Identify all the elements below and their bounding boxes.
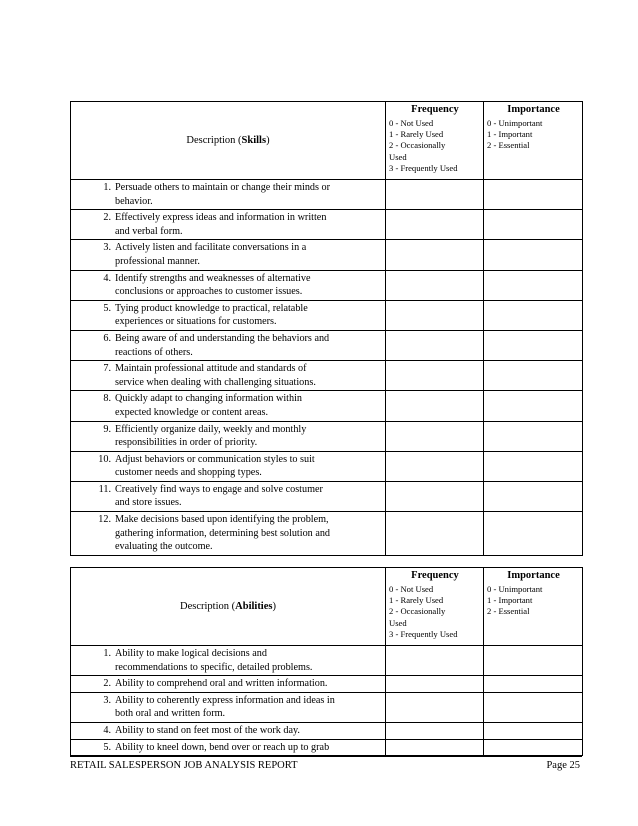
frequency-title: Frequency xyxy=(411,104,459,115)
item-text-line: and verbal form. xyxy=(115,225,183,237)
item-wrap xyxy=(71,647,381,674)
item-number: 1. xyxy=(103,182,111,193)
item-wrap xyxy=(71,211,381,238)
importance-rating-cell[interactable] xyxy=(484,739,583,756)
table-row xyxy=(71,240,583,270)
frequency-title: Frequency xyxy=(411,570,459,581)
item-wrap xyxy=(71,677,381,691)
item-number: 4. xyxy=(103,724,111,736)
item-wrap xyxy=(71,423,381,450)
importance-rating-cell[interactable] xyxy=(484,330,583,360)
importance-rating-cell[interactable] xyxy=(484,676,583,693)
table-row xyxy=(71,180,583,210)
frequency-rating-cell[interactable] xyxy=(386,361,484,391)
item-text-line: professional manner. xyxy=(115,255,200,267)
table-row xyxy=(71,722,583,739)
table-row xyxy=(71,646,583,676)
item-number: 11. xyxy=(98,483,111,495)
frequency-scale-line: 3 - Frequently Used xyxy=(389,628,458,639)
item-text xyxy=(115,694,381,721)
item-number: 4. xyxy=(103,272,111,284)
table-row xyxy=(71,300,583,330)
item-description-cell xyxy=(71,421,386,451)
frequency-scale-line: 2 - Occasionally xyxy=(389,606,446,617)
skills-table xyxy=(70,101,583,556)
importance-title: Importance xyxy=(507,570,560,581)
item-number: 2. xyxy=(103,678,111,690)
abilities-description-header: Description (Abilities) xyxy=(71,568,386,646)
item-text-line: Ability to coherently express information and ideas in xyxy=(115,694,335,706)
item-text-line: Identify strengths and weaknesses of alternative xyxy=(115,272,311,284)
frequency-scale-line: Used xyxy=(389,617,407,628)
frequency-rating-cell[interactable] xyxy=(386,451,484,481)
frequency-rating-cell[interactable] xyxy=(386,300,484,330)
frequency-rating-cell[interactable] xyxy=(386,512,484,556)
item-number: 10. xyxy=(98,453,111,465)
item-description-cell xyxy=(71,361,386,391)
item-wrap xyxy=(71,453,381,480)
frequency-rating-cell[interactable] xyxy=(386,722,484,739)
item-number: 9. xyxy=(103,423,111,435)
item-wrap xyxy=(71,483,381,510)
importance-scale-line: 0 - Unimportant xyxy=(487,584,543,594)
item-description-cell xyxy=(71,270,386,300)
item-text-line: Efficiently organize daily, weekly and monthly xyxy=(115,423,307,435)
item-wrap xyxy=(71,513,381,554)
frequency-scale-line: 0 - Not Used xyxy=(389,584,434,594)
item-text-line: Ability to kneel down, bend over or reach up to grab xyxy=(115,741,330,753)
item-number: 6. xyxy=(103,332,111,344)
importance-scale-line: 2 - Essential xyxy=(487,140,530,151)
table-row xyxy=(71,692,583,722)
item-text-line: Make decisions based upon identifying the problem, xyxy=(115,514,329,526)
frequency-rating-cell[interactable] xyxy=(386,270,484,300)
item-text xyxy=(115,332,381,359)
item-description-cell xyxy=(71,180,386,210)
item-text-line: recommendations to specific, detailed problems. xyxy=(115,661,313,673)
importance-rating-cell[interactable] xyxy=(484,391,583,421)
frequency-rating-cell[interactable] xyxy=(386,210,484,240)
importance-rating-cell[interactable] xyxy=(484,451,583,481)
item-text xyxy=(115,483,381,510)
item-text xyxy=(115,677,381,691)
importance-scale-line: 2 - Essential xyxy=(487,606,530,617)
item-text-line: Quickly adapt to changing information within xyxy=(115,393,303,405)
importance-rating-cell[interactable] xyxy=(484,361,583,391)
item-text-line: and store issues. xyxy=(115,497,182,509)
item-text-line: gathering information, determining best solution and xyxy=(115,527,331,539)
importance-rating-cell[interactable] xyxy=(484,722,583,739)
item-text xyxy=(115,272,381,299)
item-text-line: reactions of others. xyxy=(115,346,193,358)
item-text xyxy=(115,181,381,208)
importance-rating-cell[interactable] xyxy=(484,512,583,556)
frequency-rating-cell[interactable] xyxy=(386,692,484,722)
item-number: 5. xyxy=(103,741,111,753)
item-text-line: both oral and written form. xyxy=(115,708,226,720)
item-text xyxy=(115,453,381,480)
item-description-cell xyxy=(71,451,386,481)
importance-rating-cell[interactable] xyxy=(484,210,583,240)
item-wrap xyxy=(71,724,381,738)
table-row xyxy=(71,739,583,756)
importance-rating-cell[interactable] xyxy=(484,180,583,210)
footer-report-title: RETAIL SALESPERSON JOB ANALYSIS REPORT xyxy=(70,760,298,771)
abilities-table xyxy=(70,567,583,756)
item-wrap xyxy=(71,302,381,329)
item-number: 3. xyxy=(103,694,111,706)
item-description-cell xyxy=(71,210,386,240)
item-text xyxy=(115,302,381,329)
item-text-line: conclusions or approaches to customer issues. xyxy=(115,286,303,298)
item-text-line: responsibilities in order of priority. xyxy=(115,437,258,449)
item-text-line: Maintain professional attitude and standards of xyxy=(115,363,307,375)
importance-scale-line: 0 - Unimportant xyxy=(487,118,543,128)
frequency-rating-cell[interactable] xyxy=(386,180,484,210)
item-text-line: customer needs and shopping types. xyxy=(115,467,262,479)
importance-rating-cell[interactable] xyxy=(484,240,583,270)
item-number: 7. xyxy=(103,363,111,375)
item-number: 2. xyxy=(103,212,111,224)
item-wrap xyxy=(71,694,381,721)
item-text-line: service when dealing with challenging situations. xyxy=(115,376,316,388)
frequency-rating-cell[interactable] xyxy=(386,421,484,451)
abilities-importance-header xyxy=(484,568,583,646)
abilities-header-row xyxy=(71,568,583,646)
item-description-cell xyxy=(71,722,386,739)
frequency-rating-cell[interactable] xyxy=(386,481,484,511)
skills-header-row xyxy=(71,102,583,180)
importance-rating-cell[interactable] xyxy=(484,300,583,330)
frequency-rating-cell[interactable] xyxy=(386,676,484,693)
frequency-scale-line: 1 - Rarely Used xyxy=(389,595,444,606)
skills-description-header: Description (Skills) xyxy=(71,102,386,180)
item-description-cell xyxy=(71,391,386,421)
frequency-rating-cell[interactable] xyxy=(386,646,484,676)
item-wrap xyxy=(71,362,381,389)
table-row xyxy=(71,361,583,391)
item-number: 5. xyxy=(103,302,111,314)
footer-page-number: Page 25 xyxy=(546,760,580,771)
item-wrap xyxy=(71,741,381,755)
table-row xyxy=(71,451,583,481)
importance-rating-cell[interactable] xyxy=(484,646,583,676)
importance-rating-cell[interactable] xyxy=(484,481,583,511)
frequency-rating-cell[interactable] xyxy=(386,391,484,421)
item-text-line: Creatively find ways to engage and solve costumer xyxy=(115,483,323,495)
item-description-cell xyxy=(71,481,386,511)
item-text-line: Tying product knowledge to practical, relatable xyxy=(115,302,308,314)
importance-scale-line: 1 - Important xyxy=(487,129,533,140)
table-row xyxy=(71,421,583,451)
frequency-scale-line: 3 - Frequently Used xyxy=(389,162,458,173)
item-text xyxy=(115,392,381,419)
item-text xyxy=(115,741,381,755)
skills-importance-header xyxy=(484,102,583,180)
table-row xyxy=(71,481,583,511)
item-text-line: Effectively express ideas and information in written xyxy=(115,212,327,224)
importance-rating-cell[interactable] xyxy=(484,692,583,722)
item-text-line: experiences or situations for customers. xyxy=(115,316,277,328)
abilities-label: Abilities xyxy=(235,601,273,612)
frequency-scale-line: 0 - Not Used xyxy=(389,118,434,128)
importance-rating-cell[interactable] xyxy=(484,270,583,300)
item-wrap xyxy=(71,241,381,268)
frequency-scale-line: Used xyxy=(389,151,407,162)
importance-title: Importance xyxy=(507,104,560,115)
footer-rule xyxy=(70,756,582,757)
item-text-line: Ability to make logical decisions and xyxy=(115,648,267,659)
item-text-line: evaluating the outcome. xyxy=(115,541,213,553)
item-wrap xyxy=(71,181,381,208)
item-number: 1. xyxy=(103,648,111,659)
item-text-line: Adjust behaviors or communication styles to suit xyxy=(115,453,315,465)
frequency-rating-cell[interactable] xyxy=(386,739,484,756)
importance-rating-cell[interactable] xyxy=(484,421,583,451)
item-text xyxy=(115,513,381,554)
item-number: 12. xyxy=(98,514,111,526)
item-number: 8. xyxy=(103,393,111,405)
item-description-cell xyxy=(71,692,386,722)
item-description-cell xyxy=(71,739,386,756)
item-description-cell xyxy=(71,646,386,676)
skills-label: Skills xyxy=(241,135,267,146)
item-text xyxy=(115,423,381,450)
item-wrap xyxy=(71,272,381,299)
item-text xyxy=(115,211,381,238)
table-row xyxy=(71,270,583,300)
skills-frequency-header xyxy=(386,102,484,180)
item-text xyxy=(115,241,381,268)
frequency-scale-line: 1 - Rarely Used xyxy=(389,129,444,140)
item-text-line: behavior. xyxy=(115,195,153,207)
item-text xyxy=(115,362,381,389)
table-row xyxy=(71,512,583,556)
item-text-line: expected knowledge or content areas. xyxy=(115,406,269,418)
item-wrap xyxy=(71,392,381,419)
abilities-frequency-header xyxy=(386,568,484,646)
frequency-rating-cell[interactable] xyxy=(386,240,484,270)
item-description-cell xyxy=(71,676,386,693)
item-text-line: Persuade others to maintain or change their minds or xyxy=(115,182,331,193)
table-row xyxy=(71,330,583,360)
item-text xyxy=(115,647,381,674)
item-wrap xyxy=(71,332,381,359)
item-description-cell xyxy=(71,300,386,330)
item-text-line: Actively listen and facilitate conversations in a xyxy=(115,242,307,254)
item-description-cell xyxy=(71,330,386,360)
item-description-cell xyxy=(71,512,386,556)
item-text xyxy=(115,724,381,738)
table-row xyxy=(71,391,583,421)
frequency-rating-cell[interactable] xyxy=(386,330,484,360)
table-row xyxy=(71,676,583,693)
item-text-line: Being aware of and understanding the behaviors and xyxy=(115,332,330,344)
item-text-line: Ability to stand on feet most of the work day. xyxy=(115,724,300,736)
frequency-scale-line: 2 - Occasionally xyxy=(389,140,446,151)
item-description-cell xyxy=(71,240,386,270)
table-row xyxy=(71,210,583,240)
item-number: 3. xyxy=(103,242,111,254)
importance-scale-line: 1 - Important xyxy=(487,595,533,606)
item-text-line: Ability to comprehend oral and written information. xyxy=(115,678,328,690)
